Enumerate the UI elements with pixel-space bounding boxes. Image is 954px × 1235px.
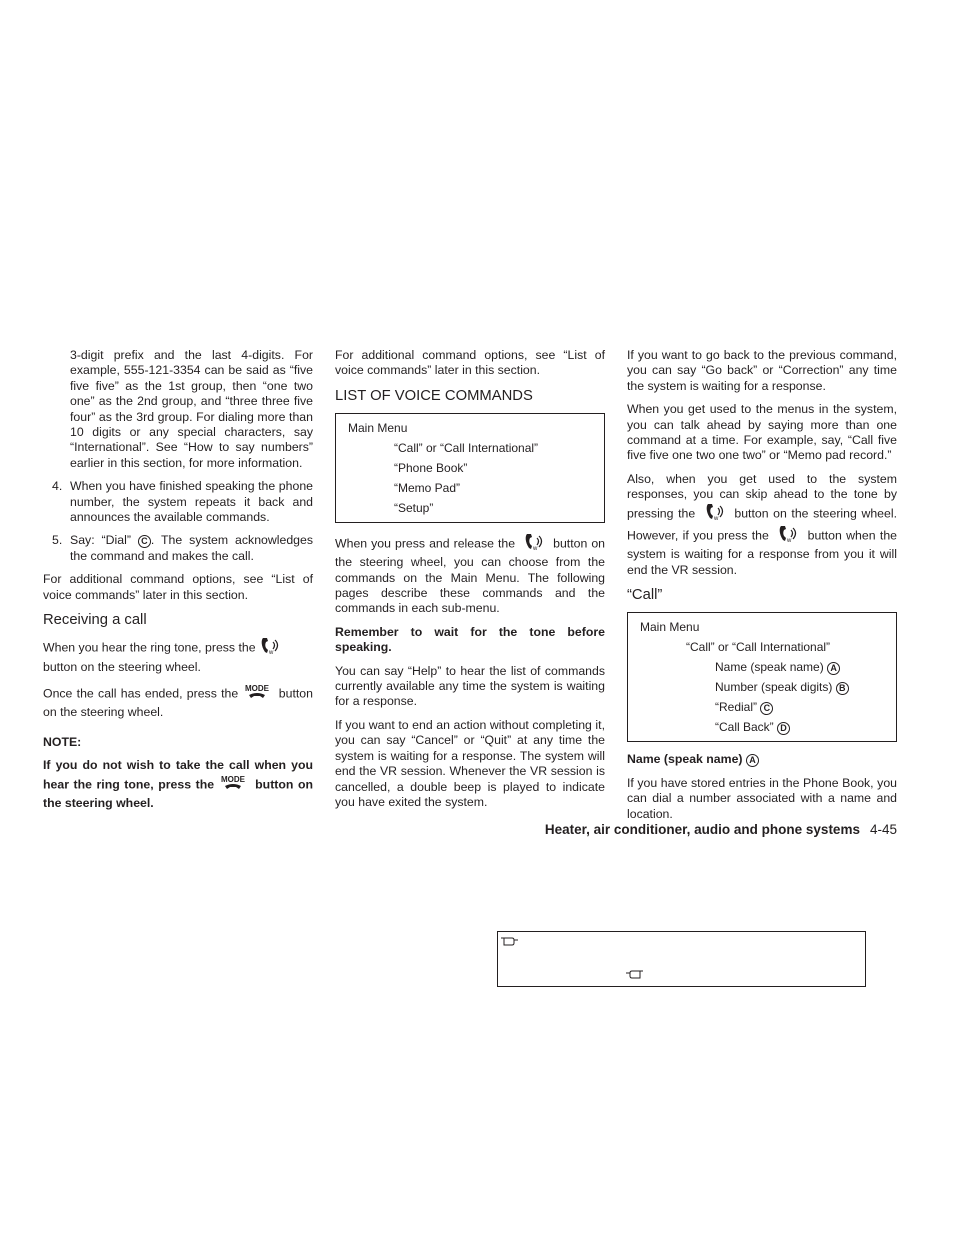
text-part: button on the steering wheel, you can choose from the commands on the Main Menu. The following pages describe these commands and the commands in each sub-menu. bbox=[335, 536, 606, 616]
phone-talk-icon bbox=[700, 503, 730, 525]
cancel-text: If you want to end an action without completing it, you can say “Cancel” or “Quit” at any time the system is waiting for a response. The system will end the VR session. Whenever the VR session is cancelled, a double beep is played to indicate you have exited the system. bbox=[335, 717, 605, 809]
text-part: button on the steering wheel. bbox=[43, 776, 313, 810]
receiving-call-heading: Receiving a call bbox=[43, 612, 147, 629]
svg-text:w: w bbox=[533, 545, 538, 551]
main-menu-box bbox=[335, 413, 605, 523]
menu-item: “Setup” bbox=[394, 500, 434, 515]
text-part: Once the call has ended, press the bbox=[43, 686, 239, 701]
menu-subitem-label: “Call Back” bbox=[715, 720, 774, 735]
circle-d-marker: D bbox=[777, 722, 790, 735]
note-label: NOTE: bbox=[43, 734, 82, 749]
circle-b-marker: B bbox=[836, 682, 849, 695]
menu-subitem-label: “Redial” bbox=[715, 700, 758, 715]
menu-item: “Call” or “Call International” bbox=[394, 440, 539, 455]
step-4 bbox=[43, 479, 313, 525]
talk-ahead-text: When you get used to the menus in the system, you can talk ahead by saying more than one command at a time. For example, say, “Call five five five one two one two” or “Memo pad record.” bbox=[627, 402, 897, 463]
svg-text:w: w bbox=[269, 650, 274, 656]
menu-subitem bbox=[640, 717, 896, 737]
step-number: 4. bbox=[52, 479, 63, 494]
continued-paragraph: 3-digit prefix and the last 4-digits. For example, 555-121-3354 can be said as “five five five” as the 1st group, then “one two one” as the 2nd group, and “three three five four” as the 3rd group. For dialing more than 10 digits or any special characters, say “International”. See “How to say numbers” earlier in this section, for more information. bbox=[70, 348, 313, 470]
name-speak-heading bbox=[627, 752, 897, 767]
call-menu-box bbox=[627, 612, 897, 742]
menu-item: “Phone Book” bbox=[394, 460, 468, 475]
svg-text:MODE: MODE bbox=[244, 683, 269, 693]
step-text bbox=[70, 533, 313, 564]
pointing-hand-icon bbox=[500, 934, 520, 952]
page-number: 4-45 bbox=[869, 822, 897, 837]
note-text bbox=[43, 758, 313, 811]
call-heading: “Call” bbox=[627, 587, 663, 604]
svg-text:w: w bbox=[787, 538, 792, 544]
menu-item: “Memo Pad” bbox=[394, 480, 461, 495]
circle-c-marker: C bbox=[760, 702, 773, 715]
menu-subitem-label: Number (speak digits) bbox=[715, 680, 833, 695]
ring-tone-text bbox=[43, 637, 313, 675]
menu-subitem bbox=[640, 677, 896, 697]
text-part: button on the steering wheel. However, if you press the bbox=[627, 506, 897, 543]
call-ended-text bbox=[43, 683, 313, 721]
step-number: 5. bbox=[52, 533, 63, 548]
column-2 bbox=[335, 348, 605, 818]
text-part: When you hear the ring tone, press the bbox=[43, 640, 256, 655]
phone-talk-icon bbox=[519, 533, 549, 555]
text-part: button on the steering wheel. bbox=[43, 686, 313, 720]
menu-title: Main Menu bbox=[348, 420, 408, 435]
text-part: When you press and release the bbox=[335, 536, 516, 551]
stored-entries-text: If you have stored entries in the Phone Book, you can dial a number associated with a name and location. bbox=[627, 775, 897, 821]
text-part: If you do not wish to take the call when you hear the ring tone, press the bbox=[43, 758, 313, 791]
column-3 bbox=[627, 348, 897, 830]
step-5 bbox=[43, 533, 313, 564]
menu-title: Main Menu bbox=[640, 620, 700, 635]
remember-text: Remember to wait for the tone before speaking. bbox=[335, 624, 605, 655]
menu-item: “Call” or “Call International” bbox=[686, 640, 831, 655]
circle-c-marker: C bbox=[138, 535, 151, 548]
column-1 bbox=[43, 348, 313, 819]
step-text-part: . The system acknowledges the command and makes the call. bbox=[70, 533, 313, 563]
mode-phone-button-icon bbox=[219, 774, 251, 796]
text-part: Also, when you get used to the system responses, you can skip ahead to the tone by pressing the bbox=[627, 471, 897, 521]
svg-text:MODE: MODE bbox=[220, 774, 245, 784]
menu-subitem-label: Name (speak name) bbox=[715, 660, 824, 675]
circle-a-marker: A bbox=[746, 754, 759, 767]
text-part: button when the system is waiting for a response from you it will end the VR session. bbox=[627, 528, 898, 577]
page-footer bbox=[545, 822, 897, 837]
menu-subitem bbox=[640, 697, 896, 717]
text-part: Name (speak name) bbox=[627, 752, 743, 767]
reference-box bbox=[497, 931, 866, 987]
phone-talk-icon bbox=[259, 637, 281, 659]
circle-a-marker: A bbox=[827, 662, 840, 675]
menu-subitem bbox=[640, 657, 896, 677]
voice-commands-heading: LIST OF VOICE COMMANDS bbox=[335, 387, 533, 404]
step-text: When you have finished speaking the phone number, the system repeats it back and announces the available commands. bbox=[70, 479, 313, 525]
release-button-text bbox=[335, 533, 605, 617]
section-title: Heater, air conditioner, audio and phone systems bbox=[544, 822, 860, 837]
mode-phone-button-icon bbox=[243, 683, 275, 705]
skip-ahead-text bbox=[627, 472, 897, 578]
step-text-part: Say: “Dial” bbox=[70, 533, 131, 548]
additional-options-text: For additional command options, see “List of voice commands” later in this section. bbox=[43, 572, 313, 602]
svg-text:w: w bbox=[713, 515, 719, 521]
phone-talk-icon bbox=[773, 525, 803, 547]
text-part: button on the steering wheel. bbox=[43, 659, 201, 674]
additional-options-text: For additional command options, see “List of voice commands” later in this section. bbox=[335, 348, 605, 378]
help-text: You can say “Help” to hear the list of commands currently available any time the system is waiting for a response. bbox=[335, 663, 605, 709]
pointing-hand-icon bbox=[624, 967, 644, 985]
go-back-text: If you want to go back to the previous command, you can say “Go back” or “Correction” any time the system is waiting for a response. bbox=[627, 348, 897, 393]
